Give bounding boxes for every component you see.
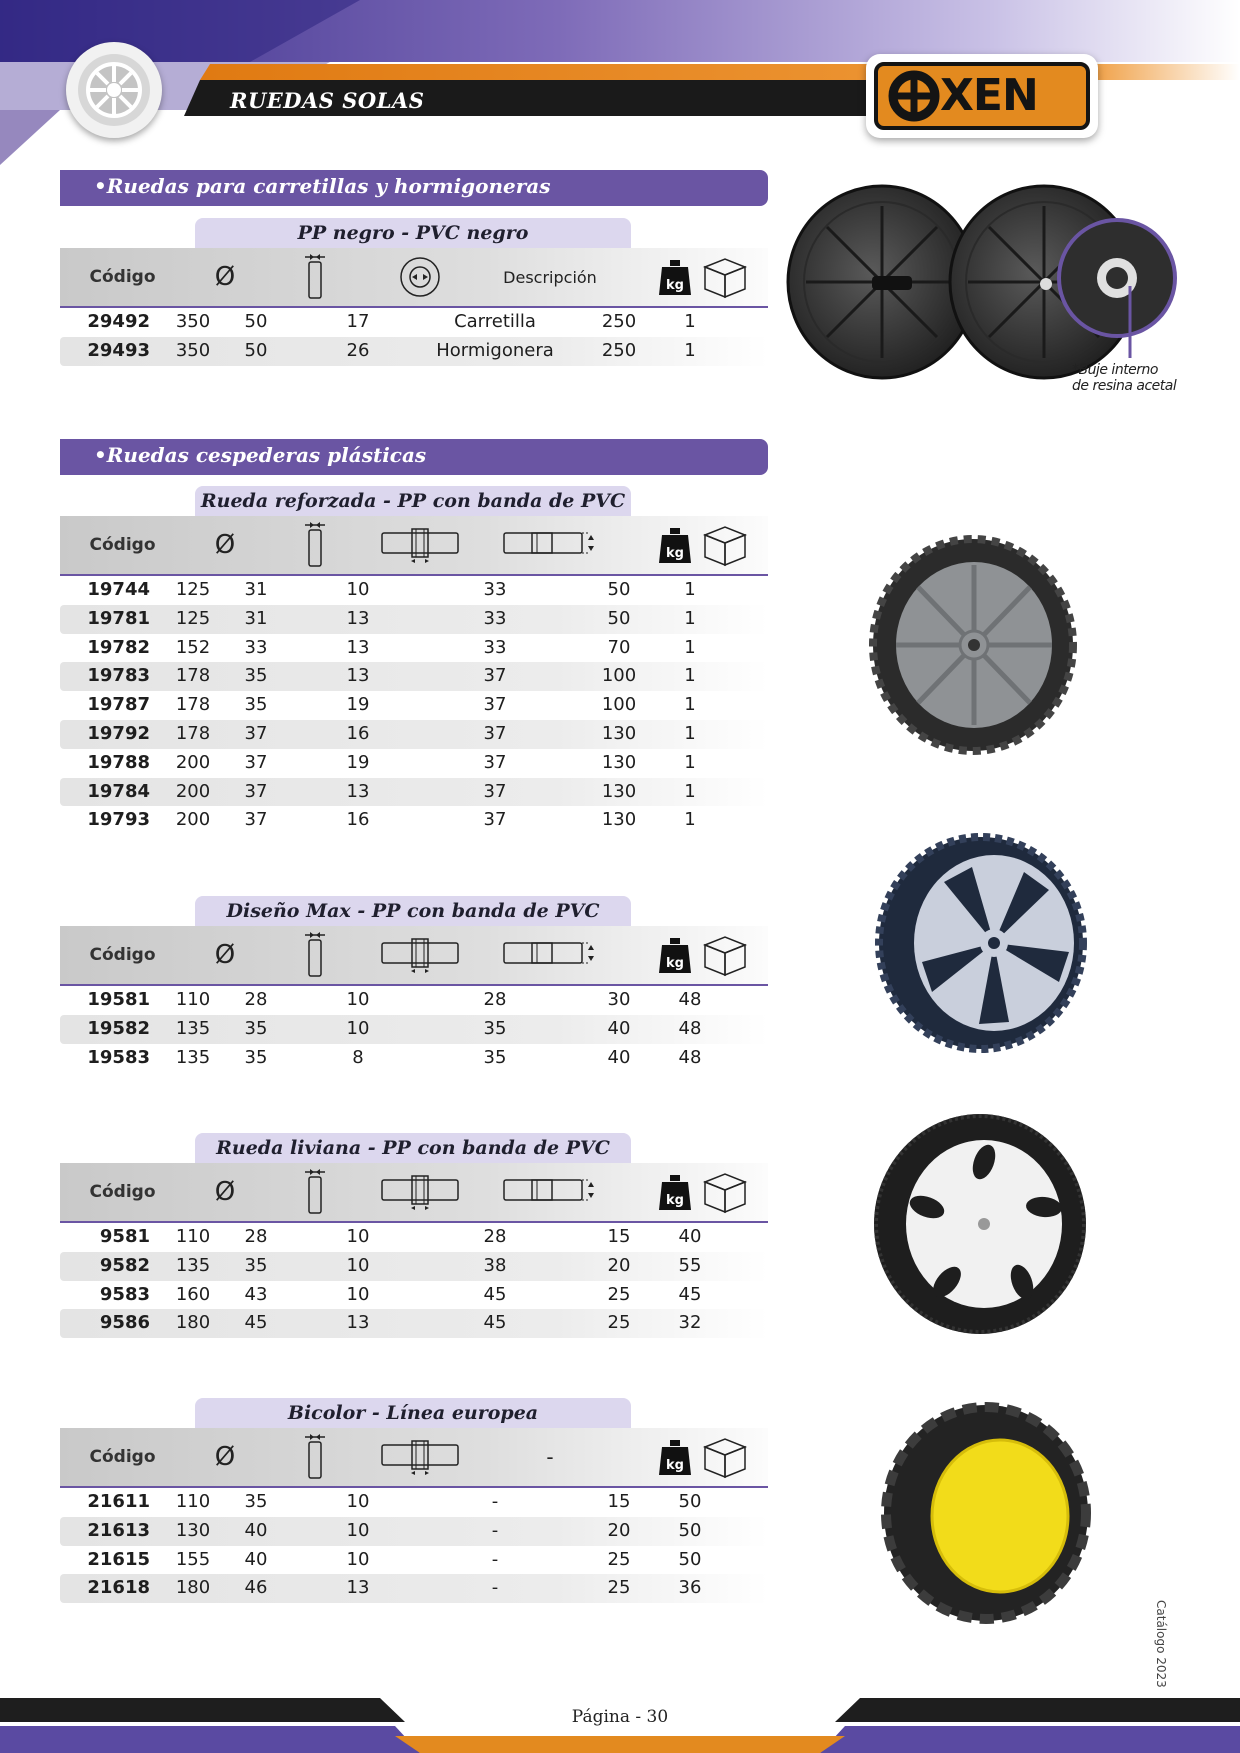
product-table	[60, 1398, 768, 1618]
cell-load: 20	[607, 1254, 631, 1276]
cell-diameter: 350	[175, 339, 211, 361]
cell-width: 37	[244, 780, 268, 802]
table-row	[60, 1252, 768, 1281]
table-row	[60, 778, 768, 807]
cell-hub: 33	[483, 636, 507, 658]
cell-diameter: 200	[175, 809, 211, 831]
table-body	[60, 1223, 768, 1338]
cell-width: 46	[244, 1577, 268, 1599]
table-title: PP negro - PVC negro	[195, 218, 631, 248]
hub-length-icon	[490, 926, 610, 984]
cell-load: 25	[607, 1312, 631, 1334]
svg-text:kg: kg	[666, 546, 684, 561]
cell-diameter: 178	[175, 665, 211, 687]
product-table	[60, 486, 768, 846]
cell-hub: Hormigonera	[436, 339, 554, 361]
table-row	[60, 1281, 768, 1310]
table-title: Rueda reforzada - PP con banda de PVC	[195, 486, 631, 516]
shaft-bore-icon	[360, 926, 480, 984]
cell-hub: -	[491, 1577, 499, 1599]
cell-width: 35	[244, 1491, 268, 1512]
cell-hub: 45	[483, 1312, 507, 1334]
table-header	[60, 926, 768, 986]
cell-code: 21611	[87, 1491, 150, 1512]
cell-width: 40	[244, 1519, 268, 1541]
table-header	[60, 248, 768, 308]
cell-code: 19781	[87, 607, 150, 629]
cell-diameter: 110	[175, 1226, 211, 1247]
cell-diameter: 125	[175, 579, 211, 600]
cell-bore: 10	[346, 579, 370, 600]
cell-width: 31	[244, 579, 268, 600]
cell-code: 29492	[87, 311, 150, 332]
cell-code: 19583	[87, 1046, 150, 1068]
cell-code: 21613	[87, 1519, 150, 1541]
shaft-bore-icon	[360, 1163, 480, 1221]
svg-text:kg: kg	[666, 956, 684, 971]
product-table	[60, 218, 768, 378]
cell-pack: 1	[684, 579, 696, 600]
cell-hub: 37	[483, 694, 507, 716]
width-icon	[280, 516, 350, 574]
cell-code: 19792	[87, 722, 150, 744]
table-body	[60, 576, 768, 835]
cell-width: 40	[244, 1548, 268, 1570]
cell-pack: 50	[678, 1519, 702, 1541]
cell-pack: 32	[678, 1312, 702, 1334]
cell-pack: 48	[678, 989, 702, 1010]
cell-code: 9581	[99, 1226, 150, 1247]
table-row	[60, 749, 768, 778]
table-row	[60, 337, 768, 366]
cell-diameter: 178	[175, 694, 211, 716]
product-table	[60, 896, 768, 1086]
cell-width: 35	[244, 1046, 268, 1068]
cell-hub: -	[491, 1519, 499, 1541]
cell-pack: 1	[684, 339, 696, 361]
cell-code: 9586	[99, 1312, 150, 1334]
cell-code: 9582	[99, 1254, 150, 1276]
col-description-header: Descripción	[503, 267, 597, 287]
table-header	[60, 516, 768, 576]
table-row	[60, 1044, 768, 1073]
cell-load: 50	[607, 607, 631, 629]
table-title: Bicolor - Línea europea	[195, 1398, 631, 1428]
cell-pack: 1	[684, 636, 696, 658]
table-row	[60, 308, 768, 337]
cell-bore: 19	[346, 751, 370, 773]
cell-hub: 28	[483, 989, 507, 1010]
cell-code: 19788	[87, 751, 150, 773]
cell-load: 130	[601, 809, 637, 831]
cell-width: 31	[244, 607, 268, 629]
cell-load: 15	[607, 1491, 631, 1512]
cell-width: 50	[244, 311, 268, 332]
cell-load: 70	[607, 636, 631, 658]
cell-bore: 10	[346, 1226, 370, 1247]
cell-diameter: 180	[175, 1312, 211, 1334]
cell-hub: 45	[483, 1283, 507, 1305]
cell-width: 50	[244, 339, 268, 361]
cell-diameter: 135	[175, 1254, 211, 1276]
cell-code: 21615	[87, 1548, 150, 1570]
cell-hub: 37	[483, 809, 507, 831]
cell-load: 40	[607, 1017, 631, 1039]
box-quantity-icon	[685, 1428, 765, 1486]
table-body	[60, 1488, 768, 1603]
table-row	[60, 605, 768, 634]
cell-bore: 13	[346, 665, 370, 687]
table-body	[60, 308, 768, 366]
section-title: RUEDAS SOLAS	[230, 88, 425, 113]
cell-width: 45	[244, 1312, 268, 1334]
cell-bore: 13	[346, 780, 370, 802]
cell-code: 19782	[87, 636, 150, 658]
cell-load: 15	[607, 1226, 631, 1247]
cell-bore: 13	[346, 1577, 370, 1599]
cell-diameter: 180	[175, 1577, 211, 1599]
cell-pack: 36	[678, 1577, 702, 1599]
cell-width: 35	[244, 665, 268, 687]
cell-bore: 16	[346, 722, 370, 744]
cell-hub: 35	[483, 1046, 507, 1068]
wheel-logo-icon	[66, 42, 162, 138]
cell-load: 130	[601, 780, 637, 802]
cell-pack: 1	[684, 311, 696, 332]
cell-hub: 33	[483, 579, 507, 600]
cell-hub: 28	[483, 1226, 507, 1247]
cell-bore: 26	[346, 339, 370, 361]
table-row	[60, 691, 768, 720]
cell-bore: 13	[346, 607, 370, 629]
cell-diameter: 152	[175, 636, 211, 658]
hub-length-icon	[490, 516, 610, 574]
cell-pack: 1	[684, 722, 696, 744]
cell-width: 28	[244, 1226, 268, 1247]
svg-text:kg: kg	[666, 278, 684, 293]
box-quantity-icon	[685, 926, 765, 984]
col-code-header: Código	[89, 1447, 156, 1467]
col-code-header: Código	[89, 945, 156, 965]
cell-load: 250	[601, 311, 637, 332]
cell-diameter: 135	[175, 1017, 211, 1039]
cell-bore: 13	[346, 636, 370, 658]
box-quantity-icon	[685, 248, 765, 306]
table-row	[60, 576, 768, 605]
table-header	[60, 1428, 768, 1488]
cell-bore: 10	[346, 1548, 370, 1570]
cell-bore: 10	[346, 1017, 370, 1039]
cell-pack: 1	[684, 665, 696, 687]
reinforced-wheel-image	[868, 535, 1078, 755]
cell-load: 25	[607, 1548, 631, 1570]
category-bar	[60, 439, 768, 475]
cell-diameter: 155	[175, 1548, 211, 1570]
max-design-wheel-image	[874, 832, 1088, 1054]
diameter-symbol: Ø	[214, 262, 236, 292]
table-header	[60, 1163, 768, 1223]
width-icon	[280, 1163, 350, 1221]
cell-pack: 1	[684, 607, 696, 629]
cell-load: 100	[601, 694, 637, 716]
cell-load: 30	[607, 989, 631, 1010]
cell-width: 35	[244, 1017, 268, 1039]
cell-pack: 1	[684, 809, 696, 831]
cell-width: 35	[244, 1254, 268, 1276]
category-title: • Ruedas para carretillas y hormigoneras	[94, 174, 551, 198]
cell-pack: 40	[678, 1226, 702, 1247]
table-row	[60, 806, 768, 835]
diameter-symbol: Ø	[214, 940, 236, 970]
cell-bore: 13	[346, 1312, 370, 1334]
table-title: Rueda liviana - PP con banda de PVC	[195, 1133, 631, 1163]
cell-pack: 45	[678, 1283, 702, 1305]
cell-hub: 33	[483, 607, 507, 629]
cell-width: 33	[244, 636, 268, 658]
shaft-bore-icon	[360, 516, 480, 574]
cell-code: 9583	[99, 1283, 150, 1305]
table-row	[60, 1488, 768, 1517]
cell-width: 37	[244, 751, 268, 773]
box-quantity-icon	[685, 516, 765, 574]
catalog-year: Catálogo 2023	[1154, 1600, 1168, 1688]
cell-code: 29493	[87, 339, 150, 361]
category-bar	[60, 170, 768, 206]
width-icon	[280, 1428, 350, 1486]
cell-diameter: 110	[175, 1491, 211, 1512]
table-row	[60, 1223, 768, 1252]
cell-pack: 1	[684, 780, 696, 802]
cell-load: 50	[607, 579, 631, 600]
cell-load: 20	[607, 1519, 631, 1541]
cell-width: 28	[244, 989, 268, 1010]
cell-width: 37	[244, 722, 268, 744]
cell-hub: 38	[483, 1254, 507, 1276]
cell-code: 19783	[87, 665, 150, 687]
cell-pack: 1	[684, 694, 696, 716]
cell-load: 130	[601, 722, 637, 744]
cell-hub: -	[491, 1548, 499, 1570]
cell-bore: 10	[346, 1254, 370, 1276]
cell-code: 19787	[87, 694, 150, 716]
table-row	[60, 1015, 768, 1044]
cell-diameter: 200	[175, 751, 211, 773]
table-row	[60, 720, 768, 749]
cell-code: 19581	[87, 989, 150, 1010]
table-row	[60, 1309, 768, 1338]
cell-pack: 1	[684, 751, 696, 773]
cell-hub: 37	[483, 665, 507, 687]
cell-bore: 10	[346, 989, 370, 1010]
diameter-symbol: Ø	[214, 530, 236, 560]
cell-bore: 10	[346, 1283, 370, 1305]
cell-load: 130	[601, 751, 637, 773]
table-row	[60, 1517, 768, 1546]
cell-load: 25	[607, 1283, 631, 1305]
cell-code: 19784	[87, 780, 150, 802]
cell-diameter: 135	[175, 1046, 211, 1068]
table-title: Diseño Max - PP con banda de PVC	[195, 896, 631, 926]
cell-hub: 37	[483, 751, 507, 773]
cell-bore: 16	[346, 809, 370, 831]
width-icon	[280, 248, 350, 306]
page-number: Página - 30	[571, 1707, 669, 1727]
gear-icon	[893, 75, 935, 117]
category-title: • Ruedas cespederas plásticas	[94, 443, 426, 467]
cell-pack: 55	[678, 1254, 702, 1276]
cell-diameter: 350	[175, 311, 211, 332]
brand-logo	[866, 54, 1098, 138]
cell-load: 250	[601, 339, 637, 361]
cell-diameter: 160	[175, 1283, 211, 1305]
col-code-header: Código	[89, 535, 156, 555]
cell-hub: -	[491, 1491, 499, 1512]
bushing-note-line2: de resina acetal	[1072, 378, 1177, 394]
hub-length-header: -	[546, 1445, 554, 1469]
cell-bore: 8	[352, 1046, 364, 1068]
table-row	[60, 634, 768, 663]
box-quantity-icon	[685, 1163, 765, 1221]
cell-load: 25	[607, 1577, 631, 1599]
cell-hub: 35	[483, 1017, 507, 1039]
cell-code: 19793	[87, 809, 150, 831]
cell-width: 43	[244, 1283, 268, 1305]
cell-diameter: 200	[175, 780, 211, 802]
cell-width: 37	[244, 809, 268, 831]
cell-hub: 37	[483, 722, 507, 744]
bushing-note	[1072, 362, 1192, 394]
cell-bore: 19	[346, 694, 370, 716]
table-body	[60, 986, 768, 1072]
bicolor-wheel-image	[880, 1402, 1092, 1624]
product-table	[60, 1133, 768, 1353]
svg-text:XEN: XEN	[940, 70, 1038, 121]
cell-width: 35	[244, 694, 268, 716]
cell-pack: 50	[678, 1548, 702, 1570]
cell-diameter: 178	[175, 722, 211, 744]
diameter-symbol: Ø	[214, 1442, 236, 1472]
bore-icon	[360, 248, 480, 306]
cell-hub: Carretilla	[454, 311, 536, 332]
wheelbarrow-wheels-image	[782, 182, 1182, 382]
cell-bore: 17	[346, 311, 370, 332]
cell-pack: 48	[678, 1017, 702, 1039]
table-row	[60, 662, 768, 691]
cell-diameter: 125	[175, 607, 211, 629]
svg-text:kg: kg	[666, 1458, 684, 1473]
cell-load: 40	[607, 1046, 631, 1068]
width-icon	[280, 926, 350, 984]
hub-length-icon	[490, 1163, 610, 1221]
bushing-note-line1: *Buje interno	[1072, 362, 1158, 378]
cell-pack: 50	[678, 1491, 702, 1512]
cell-bore: 10	[346, 1491, 370, 1512]
cell-hub: 37	[483, 780, 507, 802]
table-row	[60, 1546, 768, 1575]
cell-code: 19744	[87, 579, 150, 600]
cell-load: 100	[601, 665, 637, 687]
shaft-bore-icon	[360, 1428, 480, 1486]
col-code-header: Código	[89, 1182, 156, 1202]
diameter-symbol: Ø	[214, 1177, 236, 1207]
table-row	[60, 1574, 768, 1603]
col-code-header: Código	[89, 267, 156, 287]
cell-pack: 48	[678, 1046, 702, 1068]
cell-diameter: 110	[175, 989, 211, 1010]
light-wheel-image	[872, 1112, 1088, 1336]
cell-diameter: 130	[175, 1519, 211, 1541]
cell-code: 21618	[87, 1577, 150, 1599]
table-row	[60, 986, 768, 1015]
cell-bore: 10	[346, 1519, 370, 1541]
svg-text:kg: kg	[666, 1193, 684, 1208]
cell-code: 19582	[87, 1017, 150, 1039]
